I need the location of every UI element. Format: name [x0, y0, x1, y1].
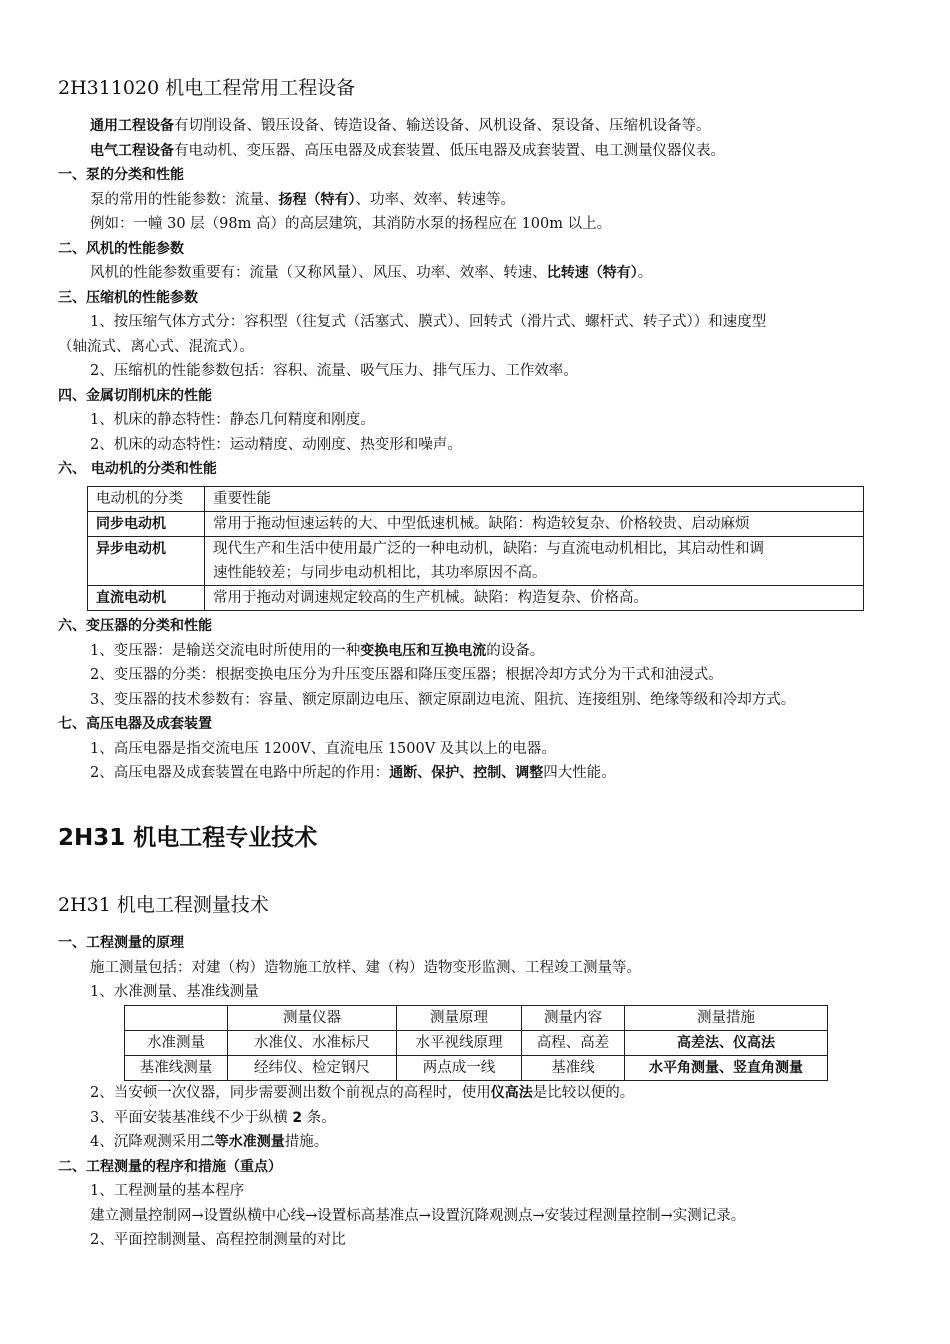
survey-note-3: 4、沉降观测采用二等水准测量措施。 — [90, 1134, 329, 1150]
table-cell: 高程、高差 — [522, 1031, 625, 1056]
table-row — [125, 1031, 828, 1056]
section-title-equipment: 2H311020 机电工程常用工程设备 — [58, 77, 356, 99]
compressor-line-2: 2、压缩机的性能参数包括：容积、流量、吸气压力、排气压力、工作效率。 — [90, 363, 578, 379]
motor-desc: 常用于拖动恒速运转的大、中型低速机械。缺陷：构造较复杂、价格较贵、启动麻烦 — [205, 512, 864, 537]
table-cell: 基准线 — [522, 1056, 625, 1081]
survey-line-1: 施工测量包括：对建（构）造物施工放样、建（构）造物变形监测、工程竣工测量等。 — [90, 959, 641, 976]
compressor-line-1: 1、按压缩气体方式分：容积型（往复式（活塞式、膜式）、回转式（滑片式、螺杆式、转子式））和速度型 — [90, 314, 767, 330]
heading-motor: 六、 电动机的分类和性能 — [58, 461, 217, 477]
survey-table — [124, 1005, 828, 1081]
compressor-line-1-cont: （轴流式、离心式、混流式）。 — [58, 338, 254, 355]
procedure-line-1: 1、工程测量的基本程序 — [90, 1183, 245, 1199]
motor-table — [87, 486, 864, 611]
table-header-cell: 电动机的分类 — [88, 487, 205, 512]
survey-notes-block — [58, 1081, 898, 1253]
motor-desc: 现代生产和生活中使用最广泛的一种电动机，缺陷：与直流电动机相比，其启动性和调 速性能较差；与同步电动机相比，其功率原因不高。 — [205, 537, 864, 586]
motor-type: 直流电动机 — [88, 586, 205, 611]
table-row — [125, 1006, 828, 1031]
survey-note-1: 2、当安顿一次仪器，同步需要测出数个前视点的高程时，使用仪高法是比较以便的。 — [90, 1085, 635, 1101]
heading-procedure: 二、工程测量的程序和措施（重点） — [58, 1158, 282, 1175]
heading-fan: 二、风机的性能参数 — [58, 240, 184, 257]
table-cell: 水准仪、水准标尺 — [228, 1031, 397, 1056]
intro-line-general: 通用工程设备有切削设备、锻压设备、铸造设备、输送设备、风机设备、泵设备、压缩机设备等。 — [90, 118, 711, 134]
transformer-line-2: 2、变压器的分类：根据变换电压分为升压变压器和降压变压器；根据冷却方式分为干式和油浸式。 — [90, 667, 723, 683]
table-header-cell: 测量措施 — [625, 1006, 828, 1031]
table-cell: 基准线测量 — [125, 1056, 228, 1081]
table-row — [88, 586, 864, 611]
table-row — [125, 1056, 828, 1081]
table-header-cell: 测量原理 — [397, 1006, 522, 1031]
bold-term: 通用工程设备 — [90, 118, 174, 134]
survey-note-2: 3、平面安装基准线不少于纵横 2 条。 — [90, 1109, 336, 1126]
table-header-cell: 测量内容 — [522, 1006, 625, 1031]
hv-line-2: 2、高压电器及成套装置在电路中所起的作用：通断、保护、控制、调整四大性能。 — [90, 765, 616, 781]
lathe-line-2: 2、机床的动态特性：运动精度、动刚度、热变形和噪声。 — [90, 436, 462, 453]
procedure-line-2: 建立测量控制网→设置纵横中心线→设置标高基准点→设置沉降观测点→安装过程测量控制→实测记录。 — [90, 1207, 746, 1224]
table-row — [88, 487, 864, 512]
heading-lathe: 四、金属切削机床的性能 — [58, 387, 212, 404]
lathe-line-1: 1、机床的静态特性：静态几何精度和刚度。 — [90, 412, 375, 428]
procedure-line-3: 2、平面控制测量、高程控制测量的对比 — [90, 1232, 346, 1248]
survey-block — [58, 931, 898, 1005]
fan-line-1: 风机的性能参数重要有：流量（又称风量）、风压、功率、效率、转速、比转速（特有）。 — [90, 265, 653, 281]
heading-survey: 一、工程测量的原理 — [58, 935, 184, 951]
pump-line-2: 例如：一幢 30 层（98m 高）的高层建筑，其消防水泵的扬程应在 100m 以上。 — [90, 216, 612, 232]
transformer-line-3: 3、变压器的技术参数有：容量、额定原副边电压、额定原副边电流、阻抗、连接组别、绝缘等级和冷却方式。 — [90, 691, 796, 708]
pump-line-1: 泵的常用的性能参数：流量、扬程（特有）、功率、效率、转速等。 — [90, 191, 515, 208]
table-cell: 水平角测量、竖直角测量 — [625, 1056, 828, 1081]
section-title-survey: 2H31 机电工程测量技术 — [58, 894, 269, 916]
table-cell: 两点成一线 — [397, 1056, 522, 1081]
chapter-title: 2H31 机电工程专业技术 — [58, 825, 318, 851]
heading-hv: 七、高压电器及成套装置 — [58, 716, 212, 732]
table-cell: 水平视线原理 — [397, 1031, 522, 1056]
heading-pump: 一、泵的分类和性能 — [58, 167, 184, 183]
heading-transformer: 六、变压器的分类和性能 — [58, 618, 212, 634]
table-cell: 水准测量 — [125, 1031, 228, 1056]
transformer-line-1: 1、变压器：是输送交流电时所使用的一种变换电压和互换电流的设备。 — [90, 642, 545, 659]
intro-block — [58, 114, 898, 482]
transformer-block — [58, 614, 898, 786]
motor-type: 同步电动机 — [88, 512, 205, 537]
survey-line-2: 1、水准测量、基准线测量 — [90, 984, 259, 1000]
table-header-cell: 测量仪器 — [228, 1006, 397, 1031]
table-header-cell: 重要性能 — [205, 487, 864, 512]
bold-term: 电气工程设备 — [90, 142, 174, 159]
hv-line-1: 1、高压电器是指交流电压 1200V、直流电压 1500V 及其以上的电器。 — [90, 740, 556, 757]
intro-line-electric: 电气工程设备有电动机、变压器、高压电器及成套装置、低压电器及成套装置、电工测量仪器仪表。 — [90, 142, 725, 159]
table-row — [88, 537, 864, 586]
table-cell: 经纬仪、检定钢尺 — [228, 1056, 397, 1081]
motor-desc: 常用于拖动对调速规定较高的生产机械。缺陷：构造复杂、价格高。 — [205, 586, 864, 611]
heading-compressor: 三、压缩机的性能参数 — [58, 289, 198, 306]
table-cell: 高差法、仪高法 — [625, 1031, 828, 1056]
table-header-cell — [125, 1006, 228, 1031]
table-row — [88, 512, 864, 537]
motor-type: 异步电动机 — [88, 537, 205, 586]
